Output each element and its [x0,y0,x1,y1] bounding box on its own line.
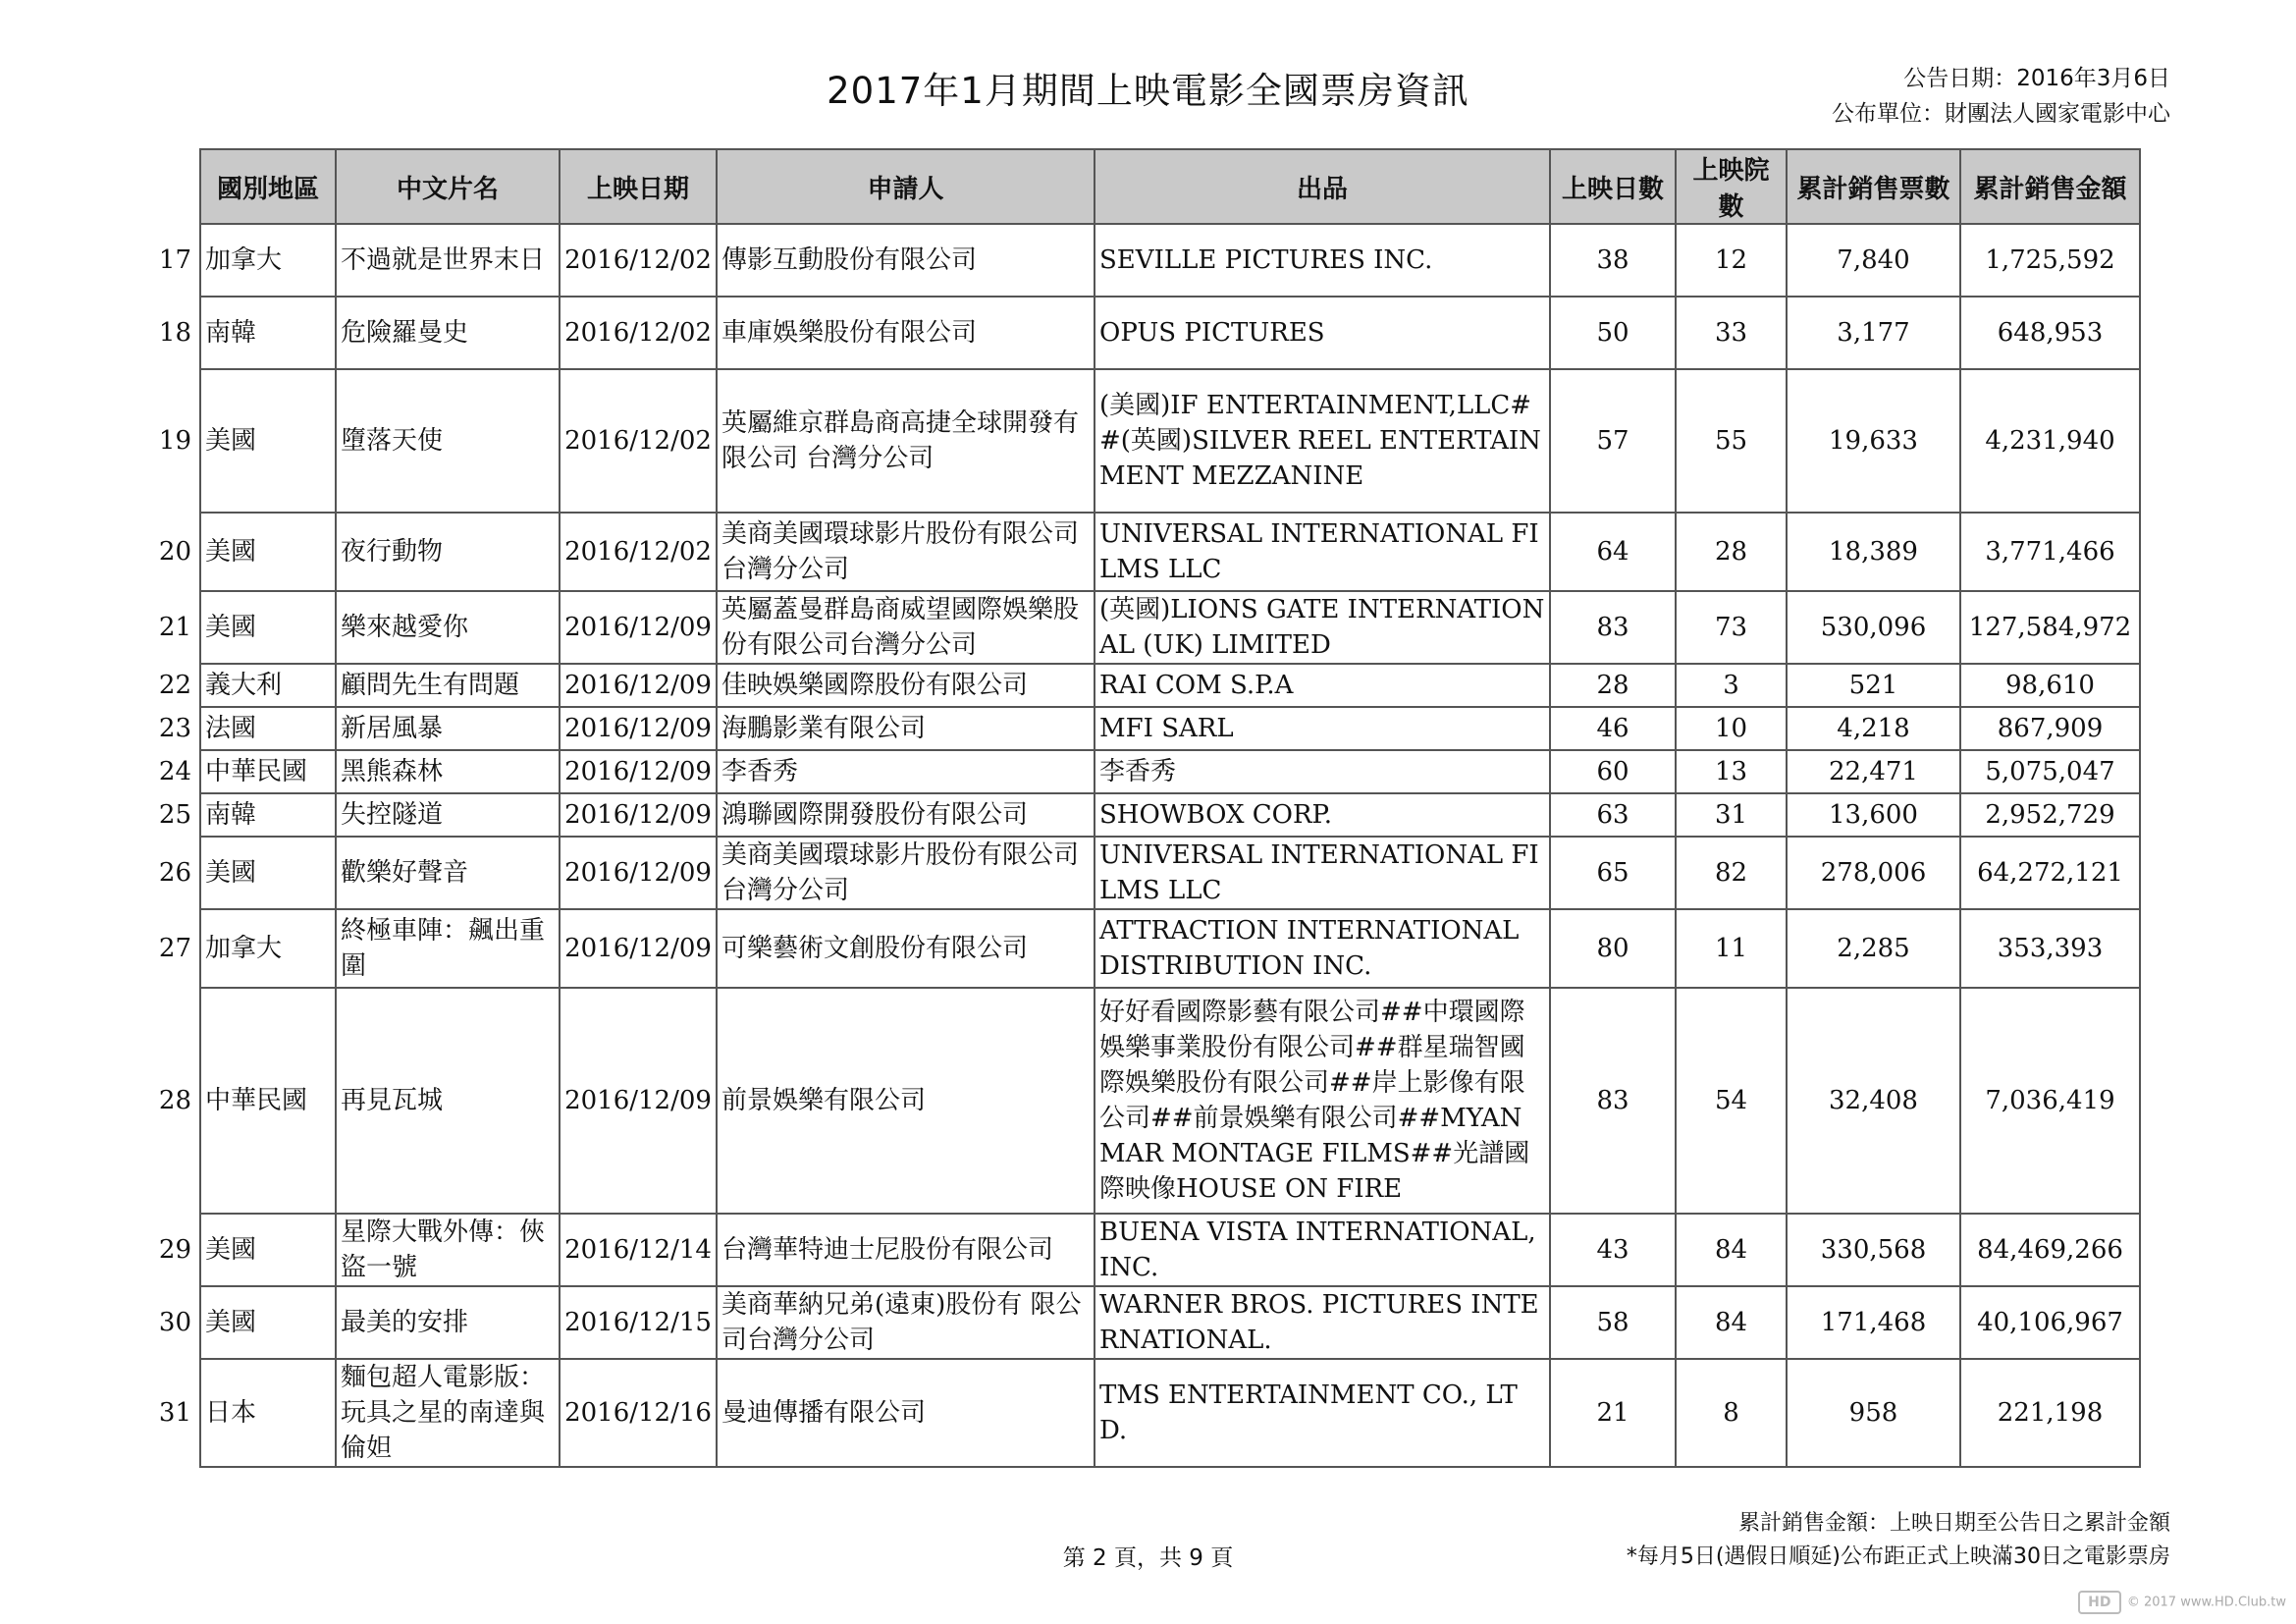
row-index: 30 [158,1308,191,1337]
cell-date: 2016/12/16 [560,1359,717,1467]
cell-date: 2016/12/09 [560,591,717,664]
table-row [147,909,2140,988]
cell-amount: 867,909 [1960,707,2140,750]
cell-tickets: 7,840 [1787,224,1960,297]
cell-tickets: 521 [1787,664,1960,707]
cell-region: 美國 [200,1286,336,1359]
cell-applicant: 前景娛樂有限公司 [717,988,1095,1214]
cell-region: 日本 [200,1359,336,1467]
cell-tickets: 330,568 [1787,1214,1960,1286]
cell-tickets: 3,177 [1787,297,1960,369]
header-producer: 出品 [1095,149,1550,224]
cell-days: 83 [1550,988,1676,1214]
cell-applicant: 美商美國環球影片股份有限公司台灣分公司 [717,837,1095,909]
cell-amount: 98,610 [1960,664,2140,707]
cell-date: 2016/12/09 [560,750,717,793]
cell-title: 最美的安排 [336,1286,560,1359]
cell-theaters: 33 [1676,297,1787,369]
cell-title: 失控隧道 [336,793,560,837]
cell-date: 2016/12/09 [560,988,717,1214]
cell-days: 60 [1550,750,1676,793]
cell-amount: 3,771,466 [1960,513,2140,591]
cell-date: 2016/12/02 [560,369,717,513]
footer-note-schedule: *每月5日(遇假日順延)公布距正式上映滿30日之電影票房 [1626,1544,2170,1569]
cell-tickets: 13,600 [1787,793,1960,837]
cell-amount: 5,075,047 [1960,750,2140,793]
cell-applicant: 美商華納兄弟(遠東)股份有 限公司台灣分公司 [717,1286,1095,1359]
cell-days: 21 [1550,1359,1676,1467]
cell-tickets: 171,468 [1787,1286,1960,1359]
box-office-table [147,148,2141,1468]
cell-region: 美國 [200,369,336,513]
row-index: 25 [158,800,191,830]
cell-theaters: 54 [1676,988,1787,1214]
cell-theaters: 28 [1676,513,1787,591]
cell-date: 2016/12/02 [560,224,717,297]
table-row [147,591,2140,664]
cell-amount: 7,036,419 [1960,988,2140,1214]
cell-region: 南韓 [200,793,336,837]
cell-title: 黑熊森林 [336,750,560,793]
cell-amount: 127,584,972 [1960,591,2140,664]
cell-date: 2016/12/09 [560,707,717,750]
cell-producer: OPUS PICTURES [1095,297,1550,369]
row-index: 21 [158,613,191,642]
cell-days: 46 [1550,707,1676,750]
cell-region: 美國 [200,591,336,664]
cell-region: 義大利 [200,664,336,707]
row-index: 19 [158,426,191,456]
cell-applicant: 佳映娛樂國際股份有限公司 [717,664,1095,707]
cell-tickets: 278,006 [1787,837,1960,909]
cell-days: 50 [1550,297,1676,369]
cell-tickets: 2,285 [1787,909,1960,988]
cell-title: 再見瓦城 [336,988,560,1214]
cell-region: 美國 [200,513,336,591]
cell-applicant: 傳影互動股份有限公司 [717,224,1095,297]
cell-theaters: 10 [1676,707,1787,750]
cell-days: 65 [1550,837,1676,909]
cell-theaters: 3 [1676,664,1787,707]
header-meta [1832,61,2170,132]
cell-producer: BUENA VISTA INTERNATIONAL,INC. [1095,1214,1550,1286]
cell-title: 夜行動物 [336,513,560,591]
cell-title: 不過就是世界末日 [336,224,560,297]
row-index: 18 [158,318,191,348]
table-header-row [147,149,2140,224]
cell-amount: 221,198 [1960,1359,2140,1467]
cell-days: 38 [1550,224,1676,297]
cell-applicant: 李香秀 [717,750,1095,793]
cell-days: 57 [1550,369,1676,513]
cell-amount: 353,393 [1960,909,2140,988]
cell-tickets: 530,096 [1787,591,1960,664]
cell-producer: UNIVERSAL INTERNATIONAL FILMS LLC [1095,513,1550,591]
hd-logo-icon: HD [2078,1591,2121,1614]
watermark [2078,1591,2286,1614]
cell-producer: SEVILLE PICTURES INC. [1095,224,1550,297]
cell-title: 新居風暴 [336,707,560,750]
cell-date: 2016/12/09 [560,909,717,988]
cell-producer: 李香秀 [1095,750,1550,793]
cell-amount: 648,953 [1960,297,2140,369]
cell-producer: (英國)LIONS GATE INTERNATIONAL (UK) LIMITED [1095,591,1550,664]
cell-date: 2016/12/02 [560,297,717,369]
row-index: 20 [158,537,191,567]
cell-theaters: 84 [1676,1286,1787,1359]
cell-producer: UNIVERSAL INTERNATIONAL FILMS LLC [1095,837,1550,909]
cell-region: 加拿大 [200,224,336,297]
cell-producer: ATTRACTION INTERNATIONAL DISTRIBUTION INC. [1095,909,1550,988]
cell-theaters: 31 [1676,793,1787,837]
cell-days: 43 [1550,1214,1676,1286]
table-row [147,1214,2140,1286]
cell-applicant: 曼迪傳播有限公司 [717,1359,1095,1467]
cell-amount: 64,272,121 [1960,837,2140,909]
cell-title: 顧問先生有問題 [336,664,560,707]
cell-date: 2016/12/14 [560,1214,717,1286]
cell-title: 星際大戰外傳：俠盜一號 [336,1214,560,1286]
cell-region: 加拿大 [200,909,336,988]
cell-region: 中華民國 [200,750,336,793]
page-title: 2017年1月期間上映電影全國票房資訊 [827,70,1469,112]
cell-tickets: 22,471 [1787,750,1960,793]
cell-amount: 4,231,940 [1960,369,2140,513]
row-index: 24 [158,757,191,786]
cell-applicant: 鴻聯國際開發股份有限公司 [717,793,1095,837]
cell-theaters: 8 [1676,1359,1787,1467]
header-applicant: 申請人 [717,149,1095,224]
cell-days: 64 [1550,513,1676,591]
cell-date: 2016/12/09 [560,793,717,837]
cell-region: 法國 [200,707,336,750]
cell-applicant: 英屬維京群島商高捷全球開發有限公司 台灣分公司 [717,369,1095,513]
table-row [147,1286,2140,1359]
row-index: 31 [158,1398,191,1428]
cell-theaters: 13 [1676,750,1787,793]
cell-amount: 84,469,266 [1960,1214,2140,1286]
publisher: 公布單位：財團法人國家電影中心 [1832,101,2170,127]
cell-producer: WARNER BROS. PICTURES INTERNATIONAL. [1095,1286,1550,1359]
cell-producer: SHOWBOX CORP. [1095,793,1550,837]
cell-producer: RAI COM S.P.A [1095,664,1550,707]
row-index: 27 [158,934,191,963]
table-row [147,988,2140,1214]
header-days: 上映日數 [1550,149,1676,224]
header-region: 國別地區 [200,149,336,224]
cell-applicant: 台灣華特迪士尼股份有限公司 [717,1214,1095,1286]
cell-title: 歡樂好聲音 [336,837,560,909]
cell-date: 2016/12/15 [560,1286,717,1359]
table-row [147,513,2140,591]
cell-theaters: 12 [1676,224,1787,297]
cell-date: 2016/12/09 [560,837,717,909]
cell-producer: 好好看國際影藝有限公司##中環國際娛樂事業股份有限公司##群星瑞智國際娛樂股份有限公司##岸上影像有限公司##前景娛樂有限公司##MYANMAR MONTAGE FILMS##光譜國際映像HOUSE ON FIRE [1095,988,1550,1214]
cell-title: 麵包超人電影版：玩具之星的南達與倫妲 [336,1359,560,1467]
cell-title: 樂來越愛你 [336,591,560,664]
table-row [147,224,2140,297]
table-row [147,664,2140,707]
cell-applicant: 車庫娛樂股份有限公司 [717,297,1095,369]
cell-region: 美國 [200,1214,336,1286]
row-index: 17 [158,245,191,275]
cell-applicant: 海鵬影業有限公司 [717,707,1095,750]
table-row [147,297,2140,369]
cell-applicant: 美商美國環球影片股份有限公司台灣分公司 [717,513,1095,591]
cell-date: 2016/12/02 [560,513,717,591]
cell-region: 中華民國 [200,988,336,1214]
cell-days: 63 [1550,793,1676,837]
cell-producer: MFI SARL [1095,707,1550,750]
cell-producer: TMS ENTERTAINMENT CO., LTD. [1095,1359,1550,1467]
table-body [147,224,2140,1467]
cell-theaters: 11 [1676,909,1787,988]
cell-theaters: 84 [1676,1214,1787,1286]
cell-title: 終極車陣：飆出重圍 [336,909,560,988]
header-title: 中文片名 [336,149,560,224]
table-row [147,837,2140,909]
cell-tickets: 32,408 [1787,988,1960,1214]
footer-note-amount: 累計銷售金額：上映日期至公告日之累計金額 [1737,1511,2170,1536]
box-office-table-container [147,148,2141,1468]
cell-amount: 2,952,729 [1960,793,2140,837]
cell-date: 2016/12/09 [560,664,717,707]
cell-region: 南韓 [200,297,336,369]
watermark-text: © 2017 www.HD.Club.tw [2126,1595,2286,1610]
cell-producer: (美國)IF ENTERTAINMENT,LLC##(英國)SILVER REEL ENTERTAINMENT MEZZANINE [1095,369,1550,513]
cell-tickets: 4,218 [1787,707,1960,750]
cell-region: 美國 [200,837,336,909]
row-index: 29 [158,1235,191,1265]
cell-theaters: 55 [1676,369,1787,513]
cell-title: 危險羅曼史 [336,297,560,369]
cell-amount: 40,106,967 [1960,1286,2140,1359]
header-theaters: 上映院數 [1676,149,1787,224]
cell-amount: 1,725,592 [1960,224,2140,297]
header-date: 上映日期 [560,149,717,224]
table-row [147,369,2140,513]
cell-applicant: 可樂藝術文創股份有限公司 [717,909,1095,988]
table-row [147,1359,2140,1467]
cell-days: 58 [1550,1286,1676,1359]
row-index: 28 [158,1086,191,1115]
header-tickets: 累計銷售票數 [1787,149,1960,224]
table-row [147,750,2140,793]
cell-applicant: 英屬蓋曼群島商威望國際娛樂股份有限公司台灣分公司 [717,591,1095,664]
table-row [147,707,2140,750]
page-number: 第 2 頁，共 9 頁 [1062,1545,1234,1571]
cell-tickets: 958 [1787,1359,1960,1467]
cell-tickets: 18,389 [1787,513,1960,591]
table-row [147,793,2140,837]
header-index [147,149,200,224]
cell-days: 80 [1550,909,1676,988]
cell-title: 墮落天使 [336,369,560,513]
cell-theaters: 82 [1676,837,1787,909]
row-index: 23 [158,714,191,743]
header-amount: 累計銷售金額 [1960,149,2140,224]
cell-days: 83 [1550,591,1676,664]
row-index: 26 [158,858,191,888]
announce-date: 公告日期：2016年3月6日 [1903,66,2170,91]
cell-tickets: 19,633 [1787,369,1960,513]
cell-theaters: 73 [1676,591,1787,664]
cell-days: 28 [1550,664,1676,707]
row-index: 22 [158,671,191,700]
